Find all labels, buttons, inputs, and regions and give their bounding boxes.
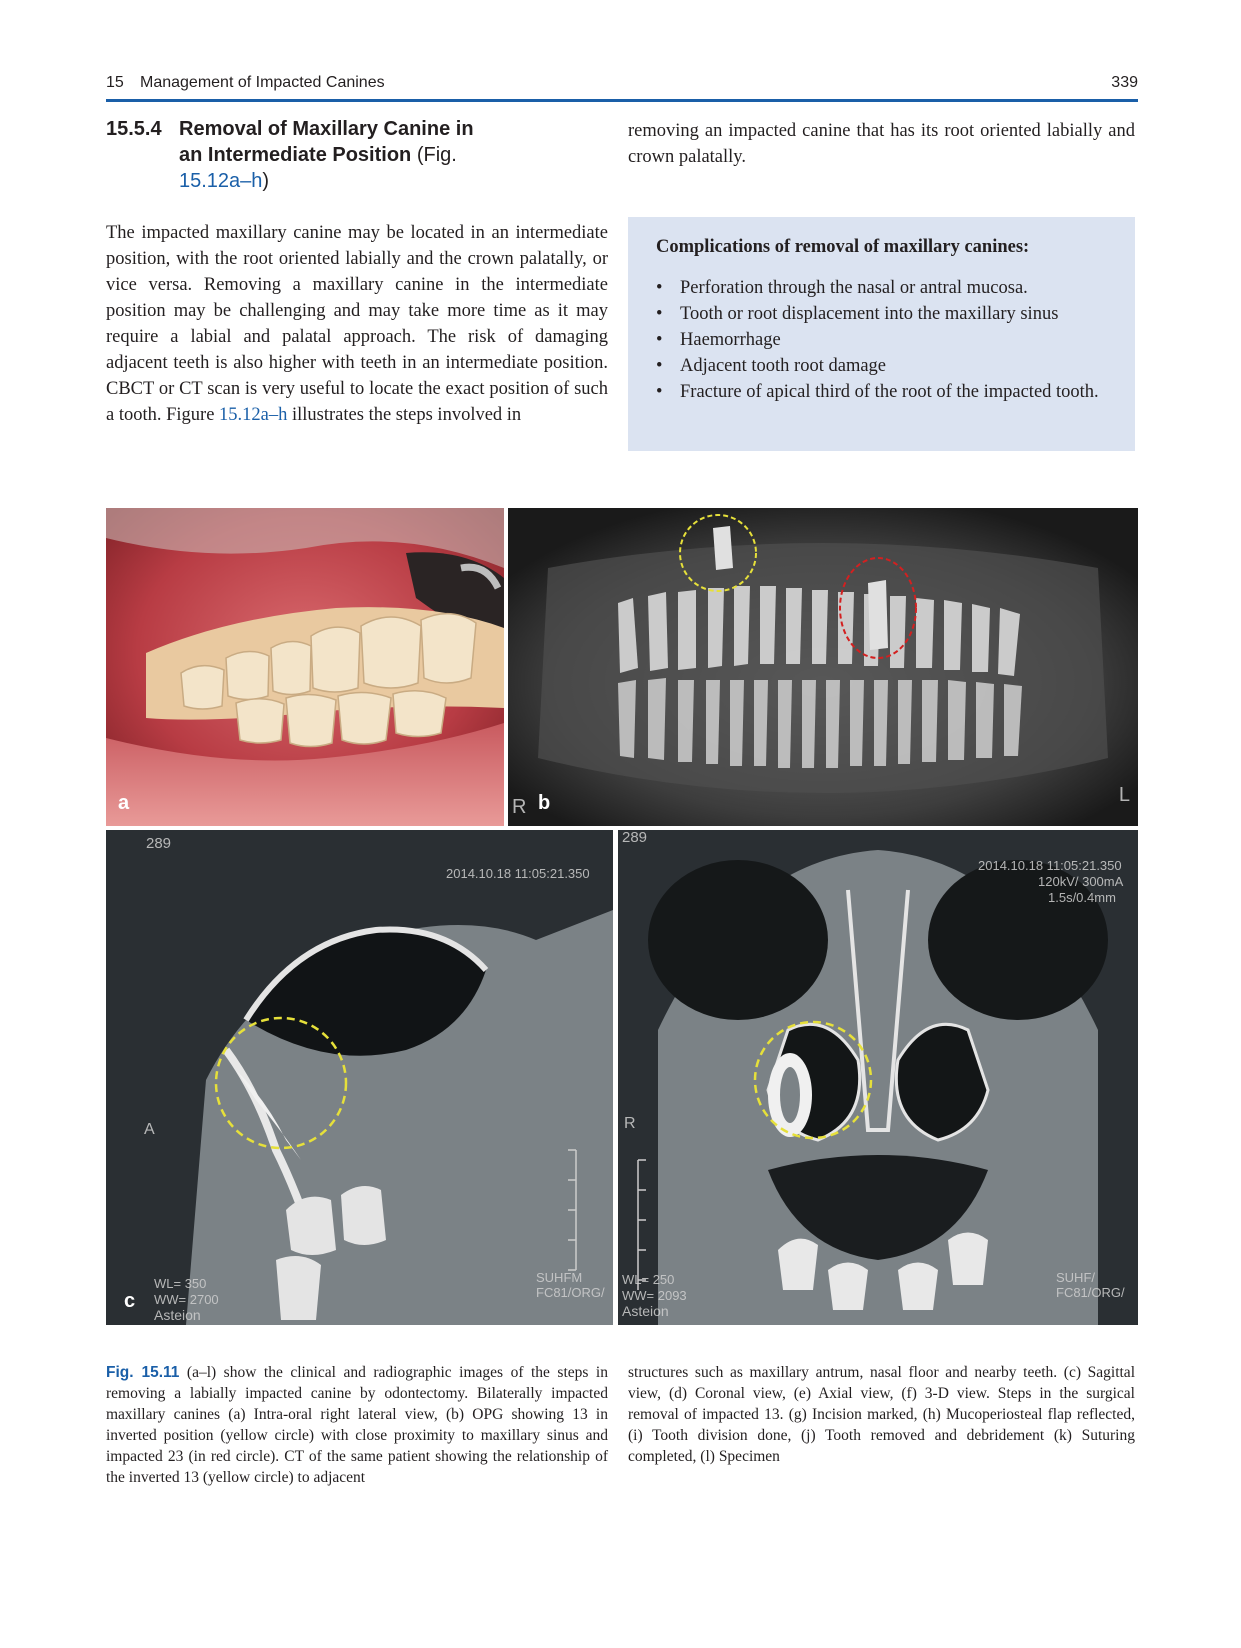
caption-left-text: (a–l) show the clinical and radiographic images of the steps in removing a labially impacted canine by odontectomy. Bilaterally impacted maxillary canines (a) Intra-oral right lateral view, (b) OPG showing 13 in inverted position (yellow circle) with close proximity to maxillary sinus and impacted 23 (in red circle). CT of the same patient showing the relationship of the inverted 13 (yellow circle) to adjacent	[106, 1364, 608, 1486]
panel-c-side-marker: A	[144, 1121, 155, 1138]
section-title	[179, 116, 499, 194]
panel-d-overlay-slice: 1.5s/0.4mm	[1048, 890, 1116, 905]
figure-panel-c-ct-sagittal	[106, 830, 613, 1325]
chapter-title: Management of Impacted Canines	[140, 74, 385, 91]
section-title-text: Removal of Maxillary Canine in an Intermediate Position	[179, 118, 474, 166]
panel-b-label: b	[538, 792, 551, 814]
panel-d-overlay-brand: Asteion	[622, 1303, 669, 1319]
bullet-icon: •	[656, 330, 663, 350]
ct-sagittal-illustration	[106, 830, 613, 1325]
complications-box	[628, 217, 1135, 451]
fig-ref-prefix: (Fig.	[416, 144, 457, 166]
list-item	[656, 275, 1116, 301]
figure-caption-right: structures such as maxillary antrum, nasal floor and nearby teeth. (c) Sagittal view, (d) Coronal view, (e) Axial view, (f) 3-D view. Steps in the surgical removal of impacted 13. (g) Incision marked, (h) Mucoperiosteal flap reflected, (i) Tooth division done, (j) Tooth removed and debridement (k) Suturing completed, (l) Specimen	[628, 1364, 1135, 1465]
panel-b-marker-r: R	[512, 796, 527, 818]
right-column-paragraph: removing an impacted canine that has its root oriented labially and crown palatally.	[628, 121, 1135, 167]
panel-d-overlay-bottom-right: SUHF/ FC81/ORG/	[1056, 1270, 1125, 1300]
bullet-icon: •	[656, 382, 663, 402]
list-item	[656, 301, 1116, 327]
figure-caption-left	[106, 1362, 608, 1488]
list-item	[656, 379, 1116, 405]
left-paragraph-fig-link[interactable]: 15.12a–h	[219, 405, 288, 425]
panel-c-label: c	[124, 1290, 136, 1312]
panel-d-overlay-top-right: 2014.10.18 11:05:21.350	[978, 858, 1122, 873]
bullet-icon: •	[656, 356, 663, 376]
panel-b-marker-l: L	[1118, 784, 1130, 806]
left-column-paragraph	[106, 220, 608, 428]
chapter-number: 15	[106, 74, 124, 91]
complications-box-title: Complications of removal of maxillary canines:	[656, 237, 1030, 257]
panel-c-overlay-bottom-right: SUHFM FC81/ORG/	[536, 1270, 605, 1300]
list-item	[656, 327, 1116, 353]
panel-d-overlay-top-left: 289	[622, 830, 648, 846]
figure-panel-a-photo	[106, 508, 504, 826]
left-paragraph-text-after: illustrates the steps involved in	[287, 405, 522, 425]
panel-d-overlay-ww: WW= 2093	[622, 1288, 687, 1303]
figure-panel-d-ct-coronal	[618, 830, 1138, 1325]
list-item-text: Haemorrhage	[680, 330, 781, 350]
running-header	[106, 70, 1138, 96]
panel-a-label: a	[118, 792, 130, 814]
fig-ref-suffix: )	[262, 170, 270, 192]
list-item-text: Perforation through the nasal or antral mucosa.	[680, 278, 1028, 298]
fig-ref-link[interactable]: 15.12a–h	[179, 170, 263, 192]
panel-d-overlay-kv: 120kV/ 300mA	[1038, 874, 1124, 889]
list-item-text: Adjacent tooth root damage	[680, 356, 887, 376]
bullet-icon: •	[656, 278, 663, 298]
figure-panel-b-opg	[508, 508, 1138, 826]
opg-radiograph-illustration	[508, 508, 1138, 826]
list-item-text: Fracture of apical third of the root of the impacted tooth.	[680, 382, 1099, 402]
list-item-text: Tooth or root displacement into the maxillary sinus	[680, 304, 1059, 324]
panel-d-overlay-wl: WL= 250	[622, 1272, 675, 1287]
figure-label: Fig. 15.11	[106, 1364, 180, 1381]
intraoral-photo-illustration	[106, 508, 504, 826]
page-number: 339	[1111, 74, 1138, 91]
list-item	[656, 353, 1116, 379]
left-paragraph-text: The impacted maxillary canine may be located in an intermediate position, with the root oriented labially and the crown palatally, or vice versa. Removing a maxillary canine in the intermediate position may be challenging and may take more time as it may require a labial and palatal approach. The risk of damaging adjacent teeth is also higher with teeth in an intermediate position. CBCT or CT scan is very useful to locate the exact position of such a tooth. Figure	[106, 223, 608, 425]
section-number: 15.5.4	[106, 118, 162, 140]
panel-c-overlay-ww: WW= 2700	[154, 1292, 219, 1307]
panel-c-overlay-top-left: 289	[146, 835, 172, 852]
bullet-icon: •	[656, 304, 663, 324]
header-rule	[106, 99, 1138, 102]
panel-c-overlay-top-right: 2014.10.18 11:05:21.350	[446, 866, 590, 881]
panel-d-side-marker: R	[624, 1115, 636, 1132]
panel-c-overlay-brand: Asteion	[154, 1307, 201, 1323]
complications-list	[656, 275, 1116, 405]
panel-c-overlay-wl: WL= 350	[154, 1276, 207, 1291]
